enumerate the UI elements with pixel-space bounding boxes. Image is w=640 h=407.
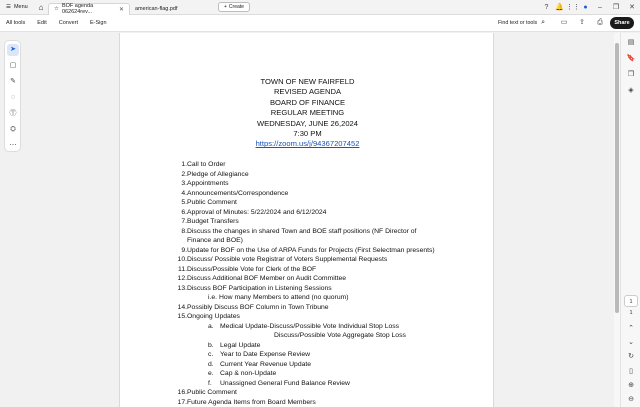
agenda-item-text: Finance and BOE) bbox=[187, 237, 243, 244]
agenda-item-number: 1. bbox=[181, 161, 187, 168]
header-line: 7:30 PM bbox=[293, 129, 322, 139]
agenda-item-number: 14. bbox=[177, 303, 187, 311]
zoom-link[interactable]: https://zoom.us/j/94367207452 bbox=[255, 139, 360, 149]
page-up-icon[interactable]: ⌃ bbox=[628, 325, 634, 332]
agenda-item-number: e. bbox=[208, 370, 214, 377]
agenda-item-number: 4. bbox=[181, 189, 187, 197]
zoom-in-icon[interactable]: ⊕ bbox=[628, 382, 634, 389]
header-line: TOWN OF NEW FAIRFELD bbox=[260, 77, 355, 86]
draw-lasso-icon[interactable]: ◌ bbox=[10, 94, 16, 101]
agenda-item-text: Discuss Additional BOF Member on Audit Committee bbox=[187, 275, 347, 282]
agenda-item-text: Ongoing Updates bbox=[187, 313, 240, 320]
hamburger-icon: ☰ bbox=[6, 4, 11, 10]
agenda-item bbox=[175, 284, 495, 294]
agenda-item-number: 17. bbox=[177, 398, 187, 406]
rotate-icon[interactable]: ↻ bbox=[628, 353, 634, 360]
title-bar bbox=[0, 0, 640, 15]
agenda-item-text: Discuss/Possible Vote for Clerk of the BOF bbox=[187, 265, 317, 273]
agenda-item-text: Medical Update-Discuss/Possible Vote Individual Stop Loss bbox=[220, 322, 400, 330]
agenda-item bbox=[175, 331, 495, 341]
tab-american-flag[interactable] bbox=[130, 3, 212, 15]
more-tools-icon[interactable]: ⋯ bbox=[9, 142, 17, 149]
agenda-item-number: 16. bbox=[177, 389, 187, 396]
star-icon[interactable]: ☆ bbox=[54, 6, 59, 12]
left-tool-rail bbox=[4, 40, 21, 152]
agenda-item-text: Cap & non-Update bbox=[220, 370, 277, 377]
agenda-item bbox=[175, 350, 495, 360]
document-icon[interactable]: ▯ bbox=[629, 368, 633, 375]
maximize-icon[interactable]: ❐ bbox=[612, 4, 620, 11]
agenda-item-text: Future Agenda Items from Board Members bbox=[187, 398, 316, 406]
agenda-item bbox=[175, 303, 495, 313]
agenda-item bbox=[175, 398, 495, 407]
agenda-item bbox=[175, 388, 495, 398]
tab-bof-agenda[interactable] bbox=[48, 3, 130, 15]
layers-panel-icon[interactable]: ◈ bbox=[628, 87, 634, 94]
agenda-item-text: Legal Update bbox=[220, 341, 261, 349]
window-close-icon[interactable]: ✕ bbox=[629, 4, 635, 11]
agenda-item-number: 13. bbox=[177, 284, 187, 292]
agenda-item-text: Approval of Minutes: 5/22/2024 and 6/12/2024 bbox=[187, 208, 327, 216]
agenda-item-text: Pledge of Allegiance bbox=[187, 170, 249, 178]
plus-icon: + bbox=[224, 4, 227, 10]
agenda-header bbox=[120, 77, 495, 150]
agenda-item bbox=[175, 274, 495, 284]
bookmark-panel-icon[interactable]: 🔖 bbox=[626, 55, 636, 62]
pages-panel-icon[interactable]: ❒ bbox=[627, 71, 635, 78]
add-comment-icon[interactable]: ▢ bbox=[9, 62, 17, 69]
minimize-icon[interactable]: – bbox=[598, 3, 602, 11]
agenda-item-text: Possibly Discuss BOF Column in Town Tribune bbox=[187, 303, 329, 311]
help-icon[interactable]: ? bbox=[544, 3, 549, 11]
menu-all-tools[interactable]: All tools bbox=[6, 20, 26, 26]
agenda-item bbox=[175, 198, 495, 208]
menu-convert[interactable]: Convert bbox=[58, 20, 79, 26]
current-page-indicator[interactable]: 1 bbox=[624, 295, 638, 307]
agenda-item-text: Discuss/Possible Vote Aggregate Stop Loss bbox=[274, 332, 406, 339]
highlight-pen-icon[interactable]: ✎ bbox=[10, 78, 16, 85]
agenda-item-number: 5. bbox=[181, 199, 187, 206]
agenda-item-number: 7. bbox=[181, 218, 187, 225]
agenda-item-text: Discuss BOF Participation in Listening Sessions bbox=[187, 284, 332, 292]
zoom-out-icon[interactable]: ⊖ bbox=[628, 396, 634, 403]
agenda-item-number: 2. bbox=[181, 170, 187, 178]
agenda-item-text: Discuss the changes in shared Town and BOE staff positions (NF Director of bbox=[187, 227, 417, 235]
agenda-item-text: Year to Date Expense Review bbox=[220, 351, 311, 358]
menu-e-sign[interactable]: E-Sign bbox=[90, 20, 107, 26]
title-bar-right bbox=[540, 0, 640, 14]
agenda-item-text: Update for BOF on the Use of ARPA Funds for Projects (First Selectman presents) bbox=[187, 246, 435, 254]
agenda-item-number: 11. bbox=[178, 265, 187, 273]
toolbar-actions bbox=[558, 17, 606, 29]
find-label: Find text or tools bbox=[498, 20, 538, 26]
agenda-item bbox=[175, 341, 495, 351]
text-box-icon[interactable]: Ⓣ bbox=[9, 110, 17, 117]
select-cursor-icon[interactable]: ➤ bbox=[7, 44, 19, 56]
agenda-item-text: Announcements/Correspondence bbox=[187, 189, 289, 197]
agenda-item-number: d. bbox=[208, 360, 214, 368]
agenda-item bbox=[175, 293, 495, 303]
agenda-item bbox=[175, 208, 495, 218]
header-line: REVISED AGENDA bbox=[273, 87, 342, 97]
agenda-item bbox=[175, 312, 495, 322]
agenda-item-number: 6. bbox=[181, 208, 187, 216]
pdf-page bbox=[119, 33, 494, 407]
agenda-item-number: 3. bbox=[181, 180, 187, 187]
agenda-item-text: Budget Transfers bbox=[187, 218, 239, 225]
agenda-item bbox=[175, 246, 495, 256]
agenda-item-number: 8. bbox=[181, 227, 187, 235]
create-label: Create bbox=[228, 4, 244, 10]
share-button[interactable]: Share bbox=[610, 17, 634, 29]
stamp-icon[interactable]: ⛭ bbox=[10, 126, 16, 133]
agenda-list bbox=[175, 160, 495, 407]
find-text-or-tools[interactable] bbox=[498, 19, 545, 27]
menu-label: Menu bbox=[13, 4, 28, 10]
apps-grid-icon[interactable]: ⋮⋮ bbox=[566, 4, 580, 11]
print-icon[interactable]: ⎙ bbox=[597, 19, 603, 26]
header-line: WEDNESDAY, JUNE 26,2024 bbox=[256, 118, 358, 128]
header-line: REGULAR MEETING bbox=[270, 108, 345, 118]
page-down-icon[interactable]: ⌄ bbox=[628, 339, 634, 346]
agenda-item bbox=[175, 322, 495, 332]
menu-button[interactable] bbox=[0, 4, 34, 10]
agenda-item-text: Public Comment bbox=[187, 199, 237, 206]
agenda-item bbox=[175, 217, 495, 227]
agenda-item bbox=[175, 179, 495, 189]
agenda-item bbox=[175, 255, 495, 265]
scrollbar-thumb[interactable] bbox=[615, 43, 619, 313]
home-icon[interactable]: ⌂ bbox=[38, 2, 44, 12]
save-icon[interactable]: ▭ bbox=[560, 19, 568, 26]
agenda-item bbox=[175, 227, 495, 237]
main-toolbar bbox=[0, 15, 640, 32]
agenda-item-text: Current Year Revenue Update bbox=[220, 360, 312, 368]
agenda-item-text: Unassigned General Fund Balance Review bbox=[220, 379, 350, 387]
comments-panel-icon[interactable]: ▤ bbox=[627, 39, 635, 46]
close-icon[interactable]: ✕ bbox=[118, 6, 124, 13]
tab-label: BOF agenda 062624rev... bbox=[61, 3, 94, 15]
search-icon: ⌕ bbox=[541, 19, 546, 26]
upload-icon[interactable]: ⇪ bbox=[579, 19, 585, 26]
agenda-item-number: 15. bbox=[177, 313, 187, 320]
total-pages: 1 bbox=[629, 310, 633, 316]
agenda-item-number: 12. bbox=[177, 275, 187, 282]
agenda-item bbox=[175, 379, 495, 389]
tab-label: american-flag.pdf bbox=[135, 5, 178, 12]
account-avatar-icon[interactable]: ● bbox=[583, 3, 588, 11]
agenda-item-text: Appointments bbox=[187, 180, 229, 187]
agenda-item-text: i.e. How many Members to attend (no quorum) bbox=[208, 294, 349, 301]
agenda-item bbox=[175, 189, 495, 199]
agenda-item-number: f. bbox=[208, 379, 212, 387]
agenda-item-text: Public Comment bbox=[187, 389, 237, 396]
agenda-item-number: 10. bbox=[177, 256, 187, 263]
agenda-item bbox=[175, 360, 495, 370]
agenda-item-number: a. bbox=[208, 322, 214, 330]
bell-icon[interactable]: 🔔 bbox=[555, 4, 564, 11]
menu-edit[interactable]: Edit bbox=[37, 20, 47, 26]
header-line: BOARD OF FINANCE bbox=[269, 97, 346, 107]
agenda-item-number: 9. bbox=[181, 246, 187, 254]
agenda-item-text: Call to Order bbox=[187, 161, 226, 168]
agenda-item bbox=[175, 265, 495, 275]
agenda-item-text: Discuss/ Possible vote Registrar of Voters Supplemental Requests bbox=[187, 256, 388, 263]
agenda-item bbox=[175, 170, 495, 180]
agenda-item bbox=[175, 160, 495, 170]
right-rail bbox=[620, 33, 640, 407]
agenda-item-number: c. bbox=[208, 351, 214, 358]
agenda-item bbox=[175, 369, 495, 379]
agenda-item bbox=[175, 236, 495, 246]
create-button[interactable] bbox=[218, 2, 250, 12]
agenda-item-number: b. bbox=[208, 341, 214, 349]
